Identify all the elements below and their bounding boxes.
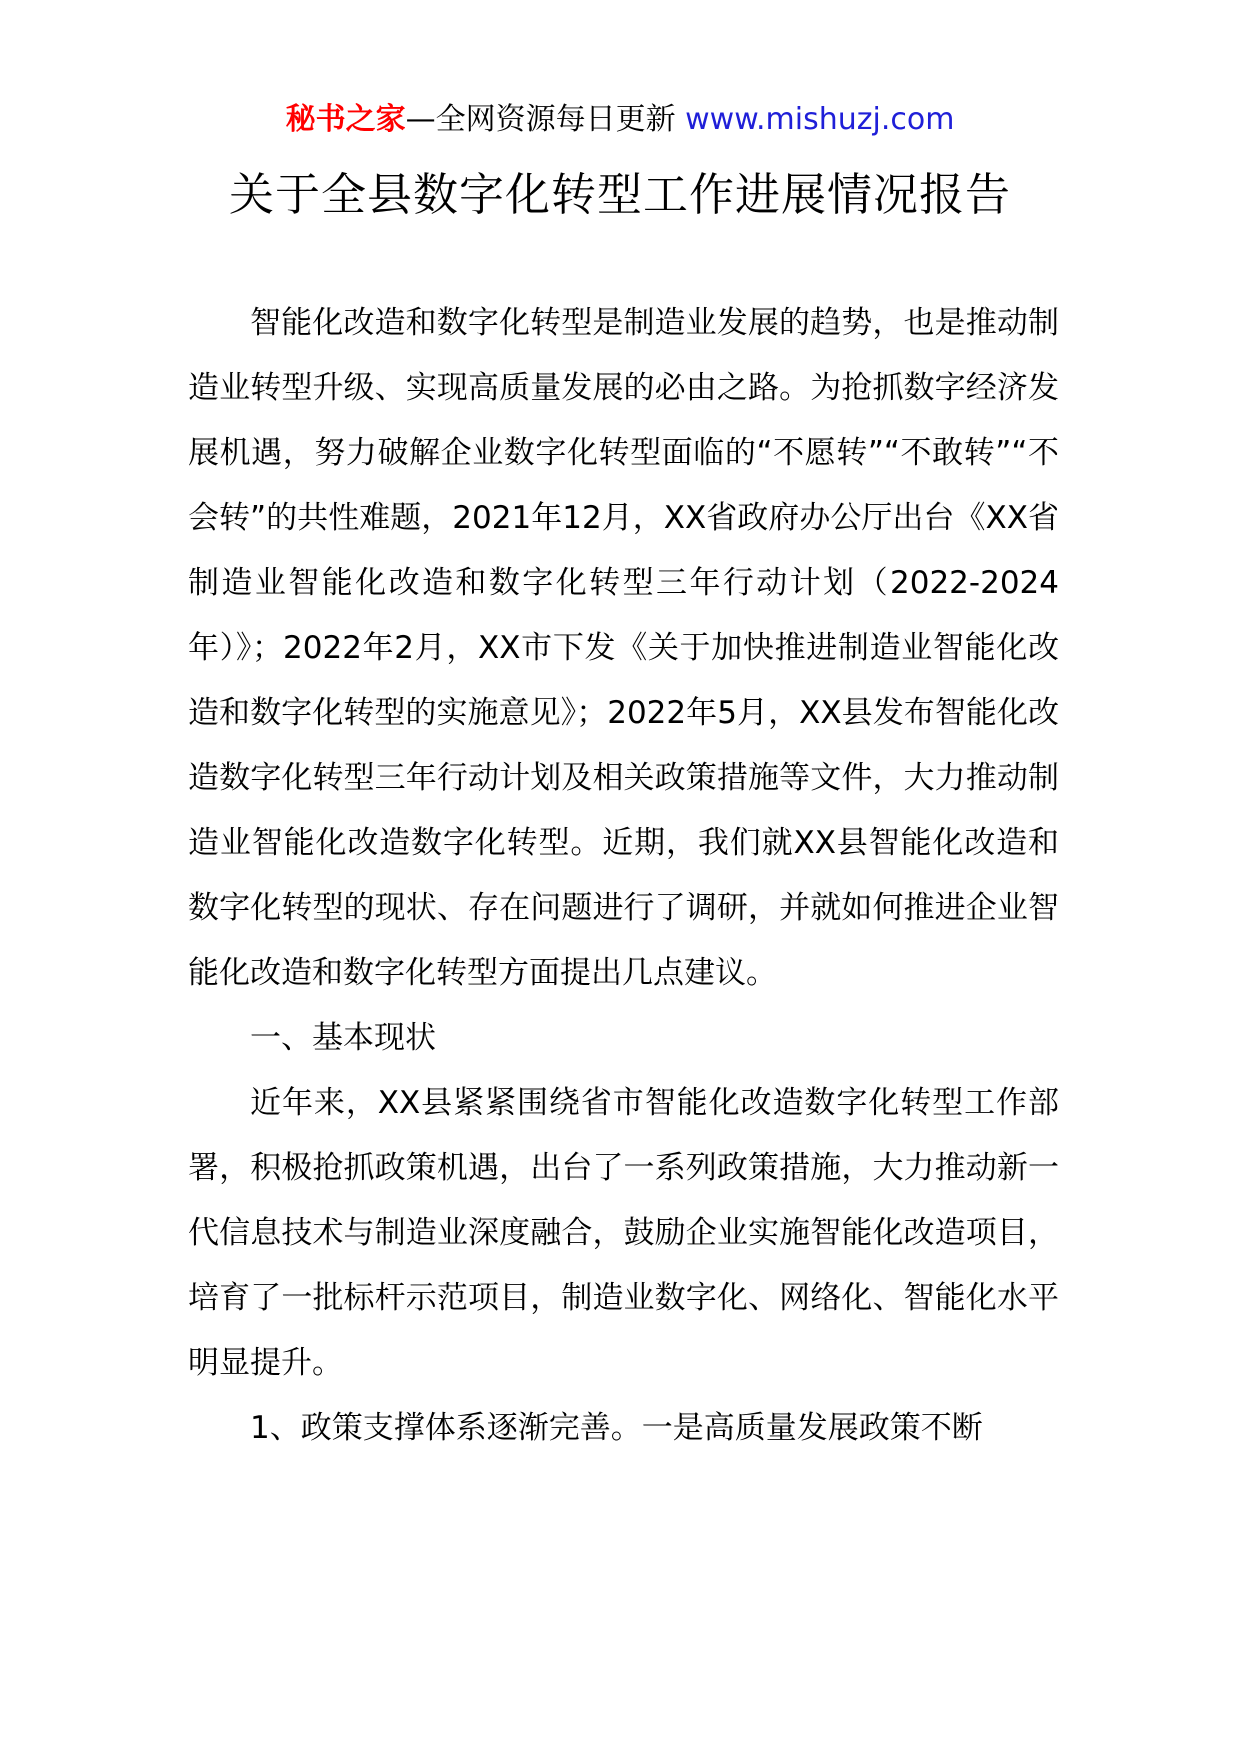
section-heading: 一、基本现状 [250,1020,436,1056]
site-brand: 秘书之家 [285,102,406,137]
site-tagline: —全网资源每日更新 [405,102,686,137]
site-header [0,100,1240,140]
intro-paragraph: 智能化改造和数字化转型是制造业发展的趋势，也是推动制造业转型升级、实现高质量发展的必由之路。为抢抓数字经济发展机遇，努力破解企业数字化转型面临的“不愿转”“不敢转”“不会转”的共性难题，2021年12月，XX省政府办公厅出台《XX省制造业智能化改造和数字化转型三年行动计划（2022-2024年）》；2022年2月，XX市下发《关于加快推进制造业智能化改造和数字化转型的实施意见》；2022年5月，XX县发布智能化改造数字化转型三年行动计划及相关政策措施等文件，大力推动制造业智能化改造数字化转型。近期，我们就XX县智能化改造和数字化转型的现状、存在问题进行了调研，并就如何推进企业智能化改造和数字化转型方面提出几点建议。 [188,305,1059,991]
site-url-link[interactable]: www.mishuzj.com [685,102,955,137]
section-paragraph: 近年来，XX县紧紧围绕省市智能化改造数字化转型工作部署，积极抢抓政策机遇，出台了一系列政策措施，大力推动新一代信息技术与制造业深度融合，鼓励企业实施智能化改造项目，培育了一批标杆示范项目，制造业数字化、网络化、智能化水平明显提升。 [188,1085,1059,1381]
document-body [188,291,1059,1461]
document-title: 关于全县数字化转型工作进展情况报告 [228,168,1011,221]
subsection-paragraph: 1、政策支撑体系逐渐完善。一是高质量发展政策不断 [250,1410,983,1446]
